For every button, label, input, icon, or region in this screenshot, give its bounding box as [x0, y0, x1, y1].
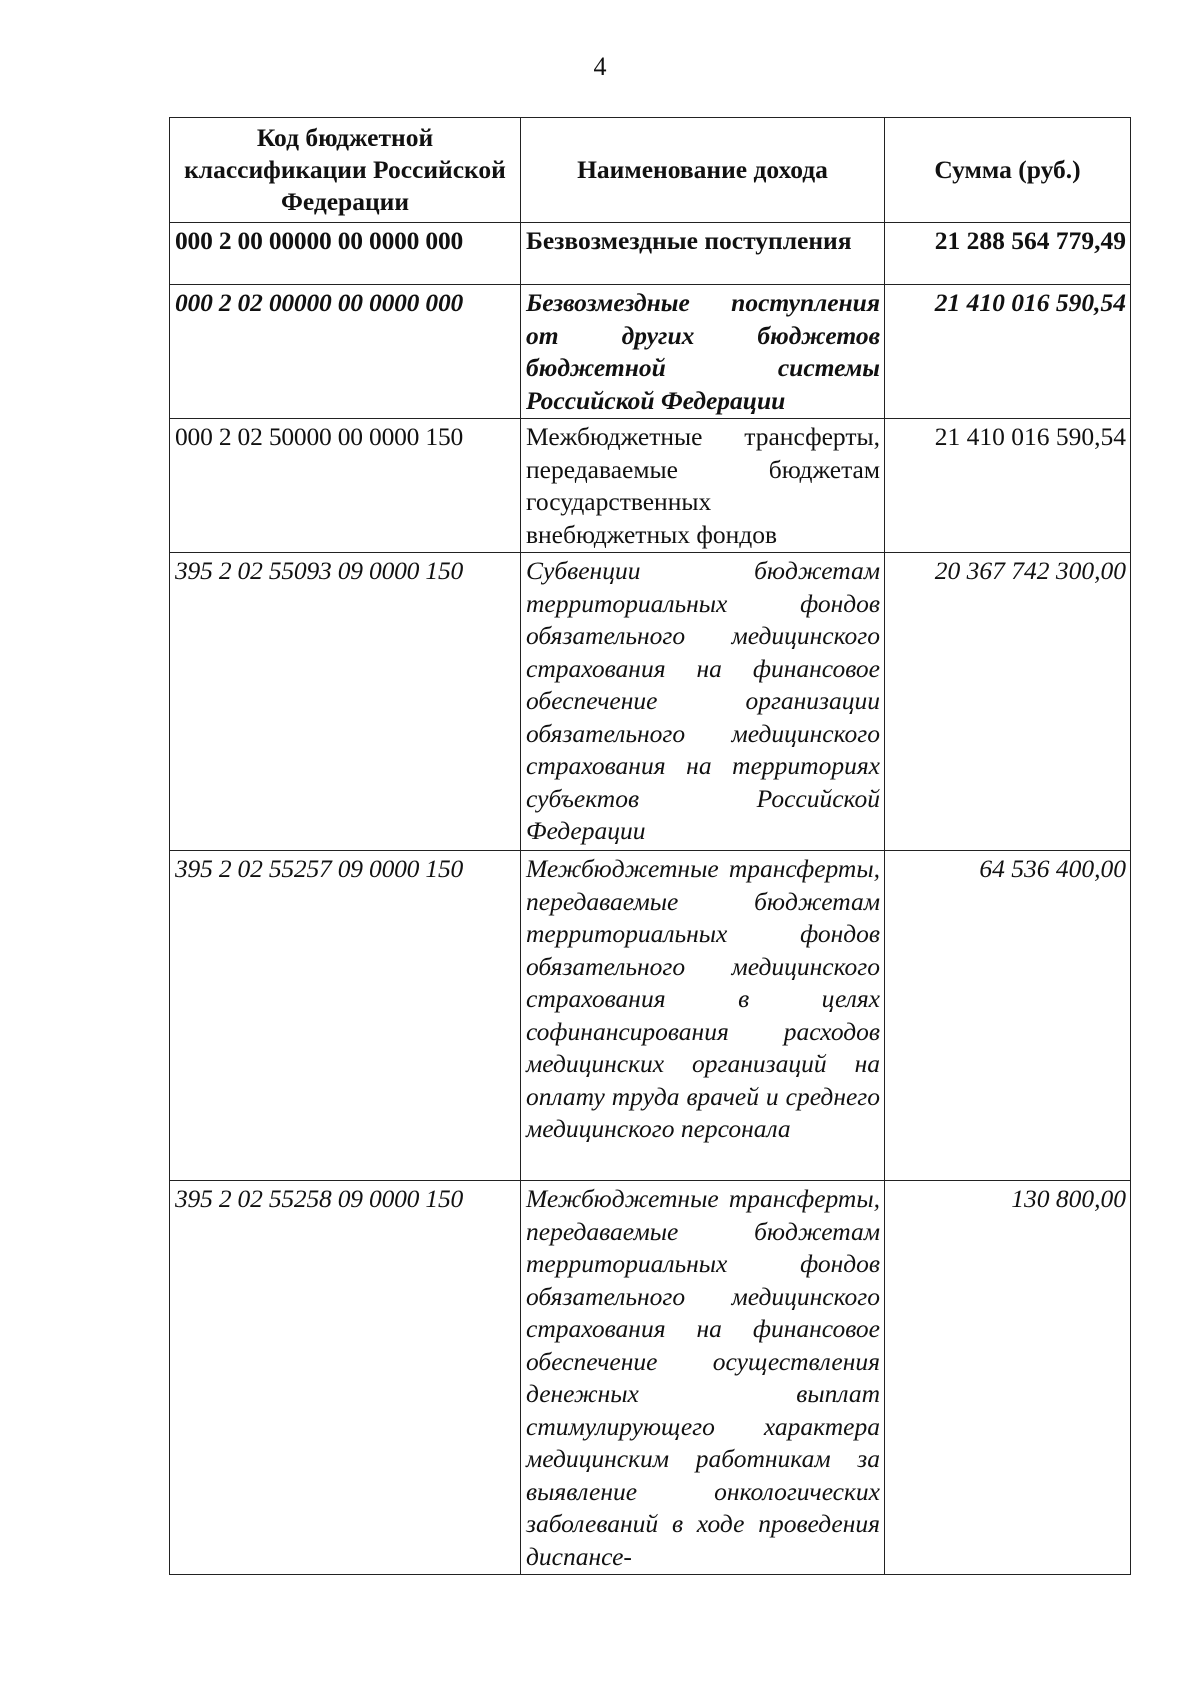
- header-name: Наименование дохода: [521, 118, 885, 223]
- table-row: [170, 1181, 1131, 1575]
- row-sum: 130 800,00: [885, 1181, 1131, 1575]
- row-code: 395 2 02 55258 09 0000 150: [170, 1181, 521, 1575]
- row-name: Безвозмездные поступления: [521, 223, 885, 285]
- row-name: Субвенции бюджетам территориальных фондов обязательного медицинского страхования на финансовое обеспечение организации обязательного медицинского страхования на территориях субъектов Российской Федерации: [521, 553, 885, 851]
- row-code: 000 2 00 00000 00 0000 000: [170, 223, 521, 285]
- row-code: 000 2 02 00000 00 0000 000: [170, 285, 521, 419]
- row-sum: 21 410 016 590,54: [885, 419, 1131, 553]
- row-sum: 20 367 742 300,00: [885, 553, 1131, 851]
- page-number: 4: [593, 52, 607, 81]
- table-row: [170, 285, 1131, 419]
- table-header-row: [170, 118, 1131, 223]
- header-code: Код бюджетной классификации Российской Федерации: [170, 118, 521, 223]
- table-row: [170, 419, 1131, 553]
- row-code: 395 2 02 55093 09 0000 150: [170, 553, 521, 851]
- row-code: 395 2 02 55257 09 0000 150: [170, 851, 521, 1181]
- row-sum: 64 536 400,00: [885, 851, 1131, 1181]
- row-sum: 21 410 016 590,54: [885, 285, 1131, 419]
- revenue-table: [169, 117, 1131, 1575]
- table-row: [170, 851, 1131, 1181]
- row-name: Межбюджетные трансферты, передаваемые бюджетам территориальных фондов обязательного медицинского страхования на финансовое обеспечение осуществления денежных выплат стимулирующего характера медицинским работникам за выявление онкологических заболеваний в ходе проведения диспансе-: [521, 1181, 885, 1575]
- row-name: Безвозмездные поступления от других бюджетов бюджетной системы Российской Федерации: [521, 285, 885, 419]
- header-sum: Сумма (руб.): [885, 118, 1131, 223]
- row-sum: 21 288 564 779,49: [885, 223, 1131, 285]
- row-code: 000 2 02 50000 00 0000 150: [170, 419, 521, 553]
- row-name: Межбюджетные трансферты, передаваемые бюджетам территориальных фондов обязательного медицинского страхования в целях софинансирования расходов медицинских организаций на оплату труда врачей и среднего медицинского персонала: [521, 851, 885, 1181]
- table-row: [170, 223, 1131, 285]
- row-name: Межбюджетные трансферты, передаваемые бюджетам государственных внебюджетных фондов: [521, 419, 885, 553]
- table-row: [170, 553, 1131, 851]
